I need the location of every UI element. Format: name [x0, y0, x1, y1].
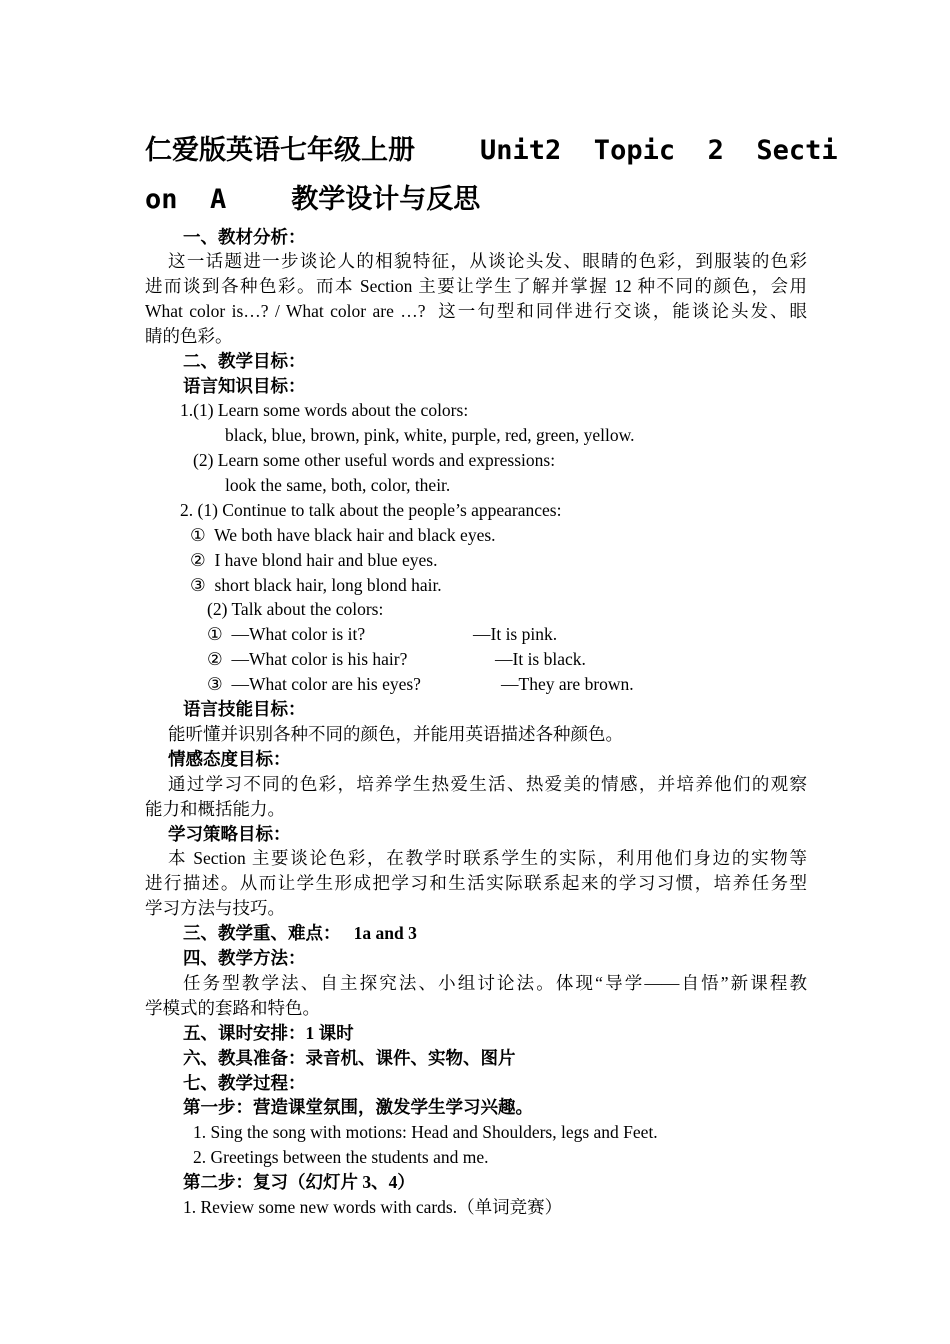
paragraph-line: What color is…? / What color are …? 这一句型和同伴进行交谈，能谈论头发、眼	[145, 301, 807, 321]
dialog-question: ③ —What color are his eyes?	[207, 674, 421, 694]
step-heading: 第二步：复习（幻灯片 3、4）	[183, 1172, 415, 1192]
list-item: 2. Greetings between the students and me.	[193, 1147, 489, 1167]
subheading-skill: 语言技能目标：	[183, 699, 306, 719]
list-item: 1. Review some new words with cards.（单词竞赛）	[183, 1197, 563, 1217]
paragraph-line: 通过学习不同的色彩，培养学生热爱生活、热爱美的情感，并培养他们的观察	[168, 774, 807, 794]
dialog-answer: —It is pink.	[473, 624, 558, 644]
section-heading-methods: 四、教学方法：	[183, 948, 306, 968]
dialog-answer: —They are brown.	[501, 674, 634, 694]
paragraph-line: 任务型教学法、自主探究法、小组讨论法。体现“导学——自悟”新课程教	[183, 973, 807, 993]
objective-item: 1.(1) Learn some words about the colors:	[180, 400, 469, 420]
section-heading-material: 一、教材分析：	[183, 227, 306, 247]
paragraph-line: 学习方法与技巧。	[145, 898, 285, 918]
section-heading-keypoints: 三、教学重、难点： 1a and 3	[183, 923, 417, 943]
dialog-answer: —It is black.	[495, 649, 586, 669]
objective-words: black, blue, brown, pink, white, purple, red, green, yellow.	[225, 425, 635, 445]
paragraph-line: 这一话题进一步谈论人的相貌特征，从谈论头发、眼睛的色彩，到服装的色彩	[168, 251, 807, 271]
document-title-line-1: 仁爱版英语七年级上册 Unit2 Topic 2 Secti	[145, 135, 838, 166]
objective-item: (2) Learn some other useful words and expressions:	[193, 450, 556, 470]
step-heading: 第一步：营造课堂氛围，激发学生学习兴趣。	[183, 1097, 533, 1117]
paragraph-line: 能听懂并识别各种不同的颜色，并能用英语描述各种颜色。	[168, 724, 623, 744]
section-heading-schedule: 五、课时安排：1 课时	[183, 1023, 354, 1043]
paragraph-line: 能力和概括能力。	[145, 799, 285, 819]
subheading-strategy: 学习策略目标：	[168, 824, 291, 844]
objective-item: 2. (1) Continue to talk about the people’s appearances:	[180, 500, 562, 520]
objective-item: (2) Talk about the colors:	[207, 599, 384, 619]
section-heading-process: 七、教学过程：	[183, 1073, 306, 1093]
paragraph-line: 睛的色彩。	[145, 326, 233, 346]
paragraph-line: 进行描述。从而让学生形成把学习和生活实际联系起来的学习习惯，培养任务型	[145, 873, 807, 893]
subheading-knowledge: 语言知识目标：	[183, 376, 306, 396]
paragraph-line: 学模式的套路和特色。	[145, 998, 320, 1018]
subheading-emotion: 情感态度目标：	[168, 749, 291, 769]
dialog-question: ② —What color is his hair?	[207, 649, 408, 669]
section-heading-prep: 六、教具准备：录音机、课件、实物、图片	[183, 1048, 516, 1068]
paragraph-line: 本 Section 主要谈论色彩，在教学时联系学生的实际，利用他们身边的实物等	[168, 848, 807, 868]
list-item: ① We both have black hair and black eyes.	[190, 525, 496, 545]
section-heading-objectives: 二、教学目标：	[183, 351, 306, 371]
list-item: 1. Sing the song with motions: Head and Shoulders, legs and Feet.	[193, 1122, 658, 1142]
list-item: ③ short black hair, long blond hair.	[190, 575, 442, 595]
objective-words: look the same, both, color, their.	[225, 475, 451, 495]
list-item: ② I have blond hair and blue eyes.	[190, 550, 438, 570]
dialog-question: ① —What color is it?	[207, 624, 366, 644]
paragraph-line: 进而谈到各种色彩。而本 Section 主要让学生了解并掌握 12 种不同的颜色，会用	[145, 276, 807, 296]
document-title-line-2: on A 教学设计与反思	[145, 184, 481, 215]
